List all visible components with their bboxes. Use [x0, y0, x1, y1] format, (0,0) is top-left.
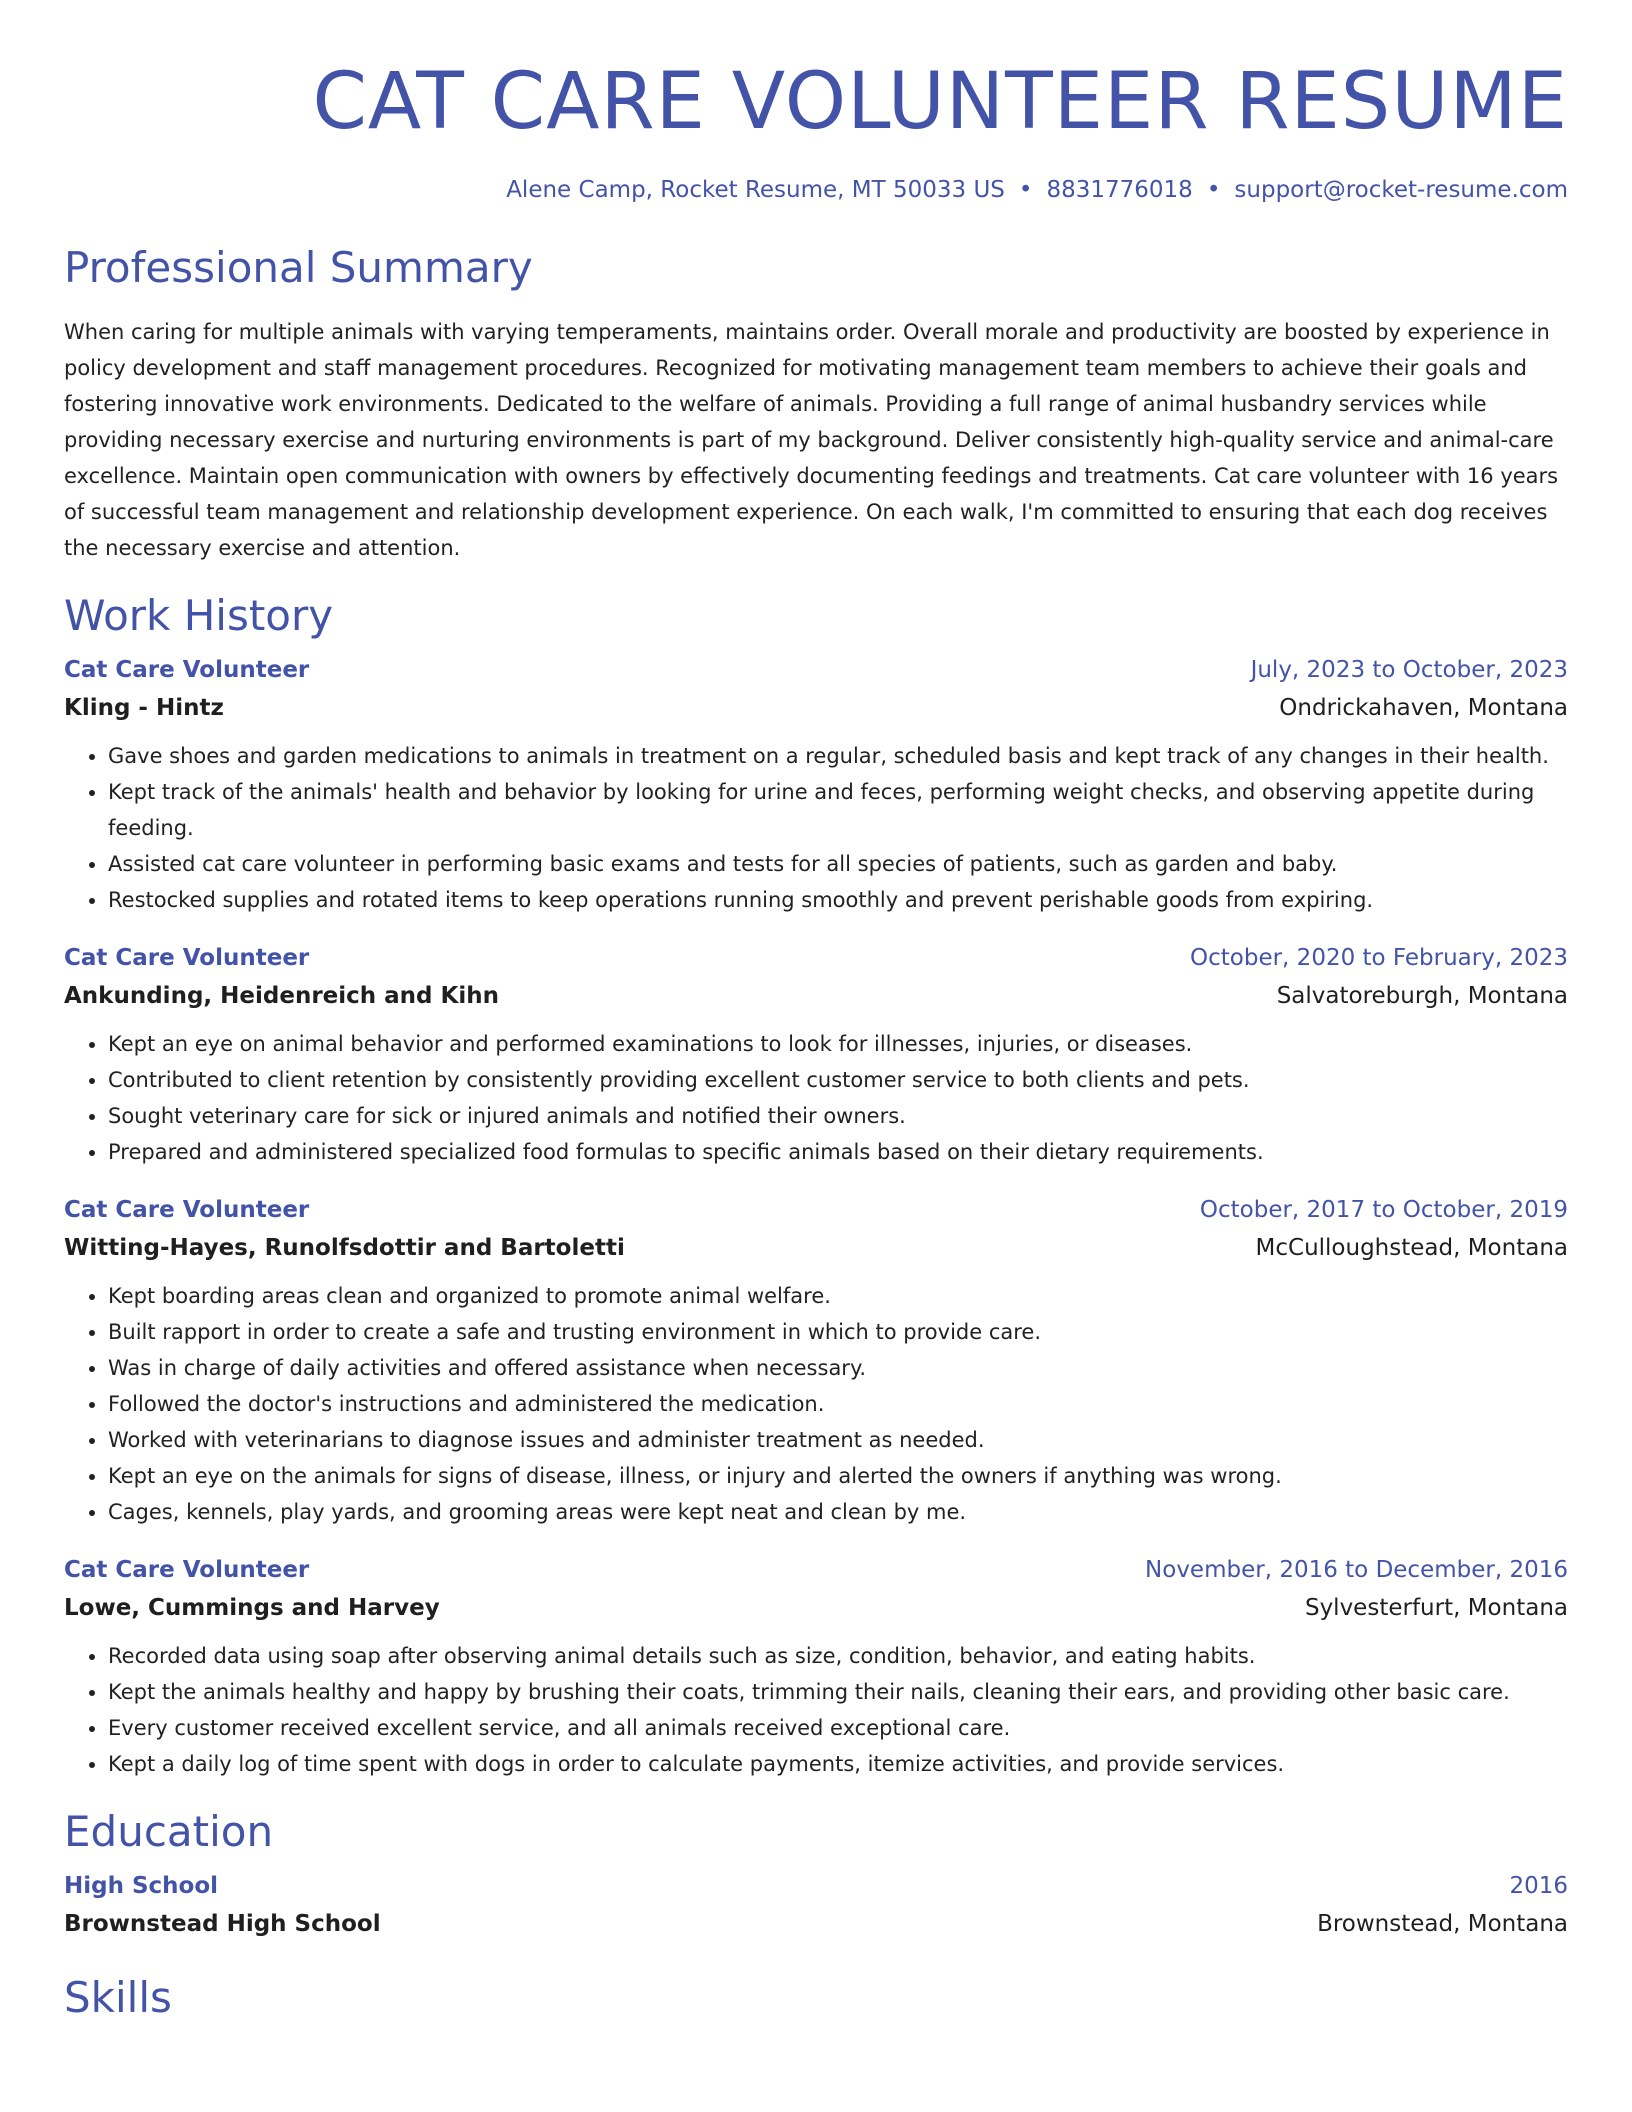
job-bullet: • Followed the doctor's instructions and administered the medication. [108, 1386, 1568, 1422]
work-history-heading: Work History [64, 591, 334, 640]
job-bullet-list [64, 1638, 1568, 1782]
job-bullet-list [64, 738, 1568, 918]
job-bullet: • Kept boarding areas clean and organized to promote animal welfare. [108, 1278, 1568, 1314]
job-location: McCulloughstead, Montana [1255, 1235, 1568, 1261]
education-school-row [64, 1904, 1568, 1944]
job-header-row [64, 940, 1568, 976]
job-title: Cat Care Volunteer [64, 1557, 310, 1583]
job-company: Witting-Hayes, Runolfsdottir and Bartoletti [64, 1235, 625, 1261]
job-company-row [64, 1588, 1568, 1628]
job-bullet-list [64, 1278, 1568, 1530]
summary-heading: Professional Summary [64, 243, 533, 292]
job-header-row [64, 1552, 1568, 1588]
contact-phone: 8831776018 [1046, 177, 1193, 203]
job-company-row [64, 976, 1568, 1016]
job-bullet: • Built rapport in order to create a safe and trusting environment in which to provide care. [108, 1314, 1568, 1350]
job-entry [64, 1192, 1568, 1530]
job-bullet: • Every customer received excellent service, and all animals received exceptional care. [108, 1710, 1568, 1746]
education-degree: High School [64, 1873, 219, 1899]
job-company-row [64, 1228, 1568, 1268]
job-location: Salvatoreburgh, Montana [1276, 983, 1568, 1009]
job-company-row [64, 688, 1568, 728]
job-bullet: • Kept track of the animals' health and behavior by looking for urine and feces, performing weight checks, and observing appetite during feeding. [108, 774, 1568, 846]
contact-separator: • [1206, 177, 1221, 203]
job-bullet: • Restocked supplies and rotated items to keep operations running smoothly and prevent perishable goods from expiring. [108, 882, 1568, 918]
job-location: Ondrickahaven, Montana [1279, 695, 1568, 721]
job-bullet: • Worked with veterinarians to diagnose issues and administer treatment as needed. [108, 1422, 1568, 1458]
job-entry [64, 940, 1568, 1170]
job-company: Kling - Hintz [64, 695, 224, 721]
job-dates: July, 2023 to October, 2023 [1250, 657, 1568, 683]
job-bullet: • Assisted cat care volunteer in performing basic exams and tests for all species of patients, such as garden and baby. [108, 846, 1568, 882]
job-bullet: • Kept an eye on the animals for signs of disease, illness, or injury and alerted the owners if anything was wrong. [108, 1458, 1568, 1494]
education-year: 2016 [1509, 1873, 1568, 1899]
job-title: Cat Care Volunteer [64, 945, 310, 971]
education-header-row [64, 1868, 1568, 1904]
job-company: Lowe, Cummings and Harvey [64, 1595, 440, 1621]
job-bullet-list [64, 1026, 1568, 1170]
job-dates: November, 2016 to December, 2016 [1145, 1557, 1568, 1583]
summary-text: When caring for multiple animals with varying temperaments, maintains order. Overall morale and productivity are boosted by experience in policy development and staff management procedures. Recognized for motivating management team members to achieve their goals and fostering innovative work environments. Dedicated to the welfare of animals. Providing a full range of animal husbandry services while providing necessary exercise and nurturing environments is part of my background. Deliver consistently high-quality service and animal-care excellence. Maintain open communication with owners by effectively documenting feedings and treatments. Cat care volunteer with 16 years of successful team management and relationship development experience. On each walk, I'm committed to ensuring that each dog receives the necessary exercise and attention. [64, 320, 1559, 560]
job-header-row [64, 652, 1568, 688]
resume-title: CAT CARE VOLUNTEER RESUME [312, 57, 1568, 147]
job-bullet: • Contributed to client retention by consistently providing excellent customer service to both clients and pets. [108, 1062, 1568, 1098]
contact-separator: • [1018, 177, 1033, 203]
job-bullet: • Cages, kennels, play yards, and grooming areas were kept neat and clean by me. [108, 1494, 1568, 1530]
job-dates: October, 2020 to February, 2023 [1190, 945, 1568, 971]
contact-line [64, 174, 1568, 206]
job-title: Cat Care Volunteer [64, 1197, 310, 1223]
job-company: Ankunding, Heidenreich and Kihn [64, 983, 499, 1009]
education-heading: Education [64, 1807, 274, 1856]
job-entry [64, 652, 1568, 918]
job-bullet: • Sought veterinary care for sick or injured animals and notified their owners. [108, 1098, 1568, 1134]
contact-address: Alene Camp, Rocket Resume, MT 50033 US [506, 177, 1005, 203]
job-bullet: • Kept an eye on animal behavior and performed examinations to look for illnesses, injuries, or diseases. [108, 1026, 1568, 1062]
job-bullet: • Gave shoes and garden medications to animals in treatment on a regular, scheduled basis and kept track of any changes in their health. [108, 738, 1568, 774]
education-school: Brownstead High School [64, 1911, 381, 1937]
job-bullet: • Was in charge of daily activities and offered assistance when necessary. [108, 1350, 1568, 1386]
education-location: Brownstead, Montana [1317, 1911, 1568, 1937]
contact-email: support@rocket-resume.com [1234, 177, 1568, 203]
job-bullet: • Kept the animals healthy and happy by brushing their coats, trimming their nails, cleaning their ears, and providing other basic care. [108, 1674, 1568, 1710]
job-title: Cat Care Volunteer [64, 657, 310, 683]
job-bullet: • Recorded data using soap after observing animal details such as size, condition, behavior, and eating habits. [108, 1638, 1568, 1674]
job-bullet: • Prepared and administered specialized food formulas to specific animals based on their dietary requirements. [108, 1134, 1568, 1170]
education-entry [64, 1868, 1568, 1944]
job-dates: October, 2017 to October, 2019 [1199, 1197, 1568, 1223]
job-location: Sylvesterfurt, Montana [1304, 1595, 1568, 1621]
job-bullet: • Kept a daily log of time spent with dogs in order to calculate payments, itemize activities, and provide services. [108, 1746, 1568, 1782]
job-list [64, 652, 1568, 1782]
skills-heading: Skills [64, 1973, 172, 2022]
job-entry [64, 1552, 1568, 1782]
job-header-row [64, 1192, 1568, 1228]
